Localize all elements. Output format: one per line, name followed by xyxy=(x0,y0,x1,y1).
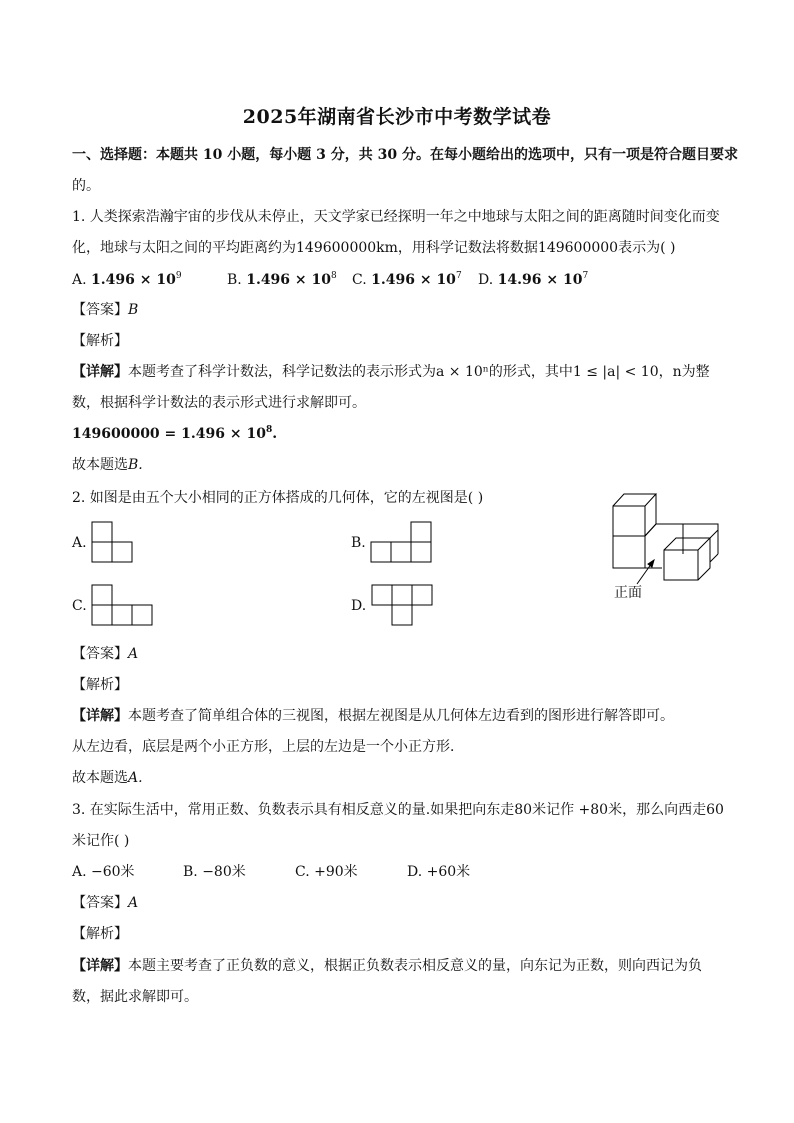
q2-detail-line1: 【详解】本题考查了简单组合体的三视图，根据左视图是从几何体左边看到的图形进行解答即可。 xyxy=(72,708,674,724)
q1-stem-line2: 化，地球与太阳之间的平均距离约为149600000km，用科学记数法将数据149600000表示为( ) xyxy=(72,240,676,256)
q1-option-a: A. $1.496 \times 10^9$ xyxy=(72,271,182,288)
q2-conclusion: 故本题选A. xyxy=(72,770,143,786)
q2-option-b-figure xyxy=(370,521,434,565)
q2-option-d-label: D. xyxy=(351,598,367,614)
q3-stem-line1: 3. 在实际生活中，常用正数、负数表示具有相反意义的量.如果把向东走80米记作 +80米，那么向西走60 xyxy=(72,802,724,818)
q1-calculation: $149600000 = 1.496 \times 10^8$. xyxy=(72,425,278,442)
page-title: 2025年湖南省长沙市中考数学试卷 xyxy=(242,106,552,128)
q3-option-a: A. −60米 xyxy=(72,864,135,880)
q3-detail-line1: 【详解】本题主要考查了正负数的意义，根据正负数表示相反意义的量，向东记为正数，则向西记为负 xyxy=(72,958,702,974)
q2-option-c-figure xyxy=(91,584,155,628)
q3-detail-line2: 数，据此求解即可。 xyxy=(72,989,198,1005)
q3-answer: 【答案】A xyxy=(72,895,139,911)
q1-option-b: B. $1.496 \times 10^8$ xyxy=(227,271,337,288)
section-instructions-cont: 的。 xyxy=(72,178,100,194)
q2-option-c-label: C. xyxy=(72,598,87,614)
q2-stem: 2. 如图是由五个大小相同的正方体搭成的几何体，它的左视图是( ) xyxy=(72,490,484,506)
q1-stem-line1: 1. 人类探索浩瀚宇宙的步伐从未停止，天文学家已经探明一年之中地球与太阳之间的距离随时间变化而变 xyxy=(72,209,720,225)
q1-option-d: D. $14.96 \times 10^7$ xyxy=(478,271,589,288)
q3-option-d: D. +60米 xyxy=(407,864,471,880)
section-instructions: 一、选择题：本题共 10 小题，每小题 3 分，共 30 分。在每小题给出的选项中，只有一项是符合题目要求 xyxy=(72,147,738,163)
q2-option-d-figure xyxy=(371,584,435,628)
q2-option-a-label: A. xyxy=(72,535,87,551)
q2-detail-line2: 从左边看，底层是两个小正方形，上层的左边是一个小正方形． xyxy=(72,739,464,755)
q3-option-b: B. −80米 xyxy=(183,864,246,880)
q1-option-c: C. $1.496 \times 10^7$ xyxy=(352,271,462,288)
q2-front-label: 正面 xyxy=(614,585,642,601)
q2-option-b-label: B. xyxy=(351,535,366,551)
q3-analysis: 【解析】 xyxy=(72,926,128,942)
q1-detail-line2: 数，根据科学计数法的表示形式进行求解即可。 xyxy=(72,395,366,411)
q1-answer: 【答案】B xyxy=(72,302,139,318)
q1-conclusion: 故本题选B. xyxy=(72,457,143,473)
q2-answer: 【答案】A xyxy=(72,646,139,662)
q3-option-c: C. +90米 xyxy=(295,864,358,880)
q1-analysis: 【解析】 xyxy=(72,333,128,349)
q2-option-a-figure xyxy=(91,521,135,565)
q3-stem-line2: 米记作( ) xyxy=(72,833,130,849)
q1-detail-line1: 【详解】本题考查了科学计数法，科学记数法的表示形式为a × 10ⁿ的形式，其中1 ≤ |a| < 10，n为整 xyxy=(72,364,710,380)
q2-analysis: 【解析】 xyxy=(72,677,128,693)
